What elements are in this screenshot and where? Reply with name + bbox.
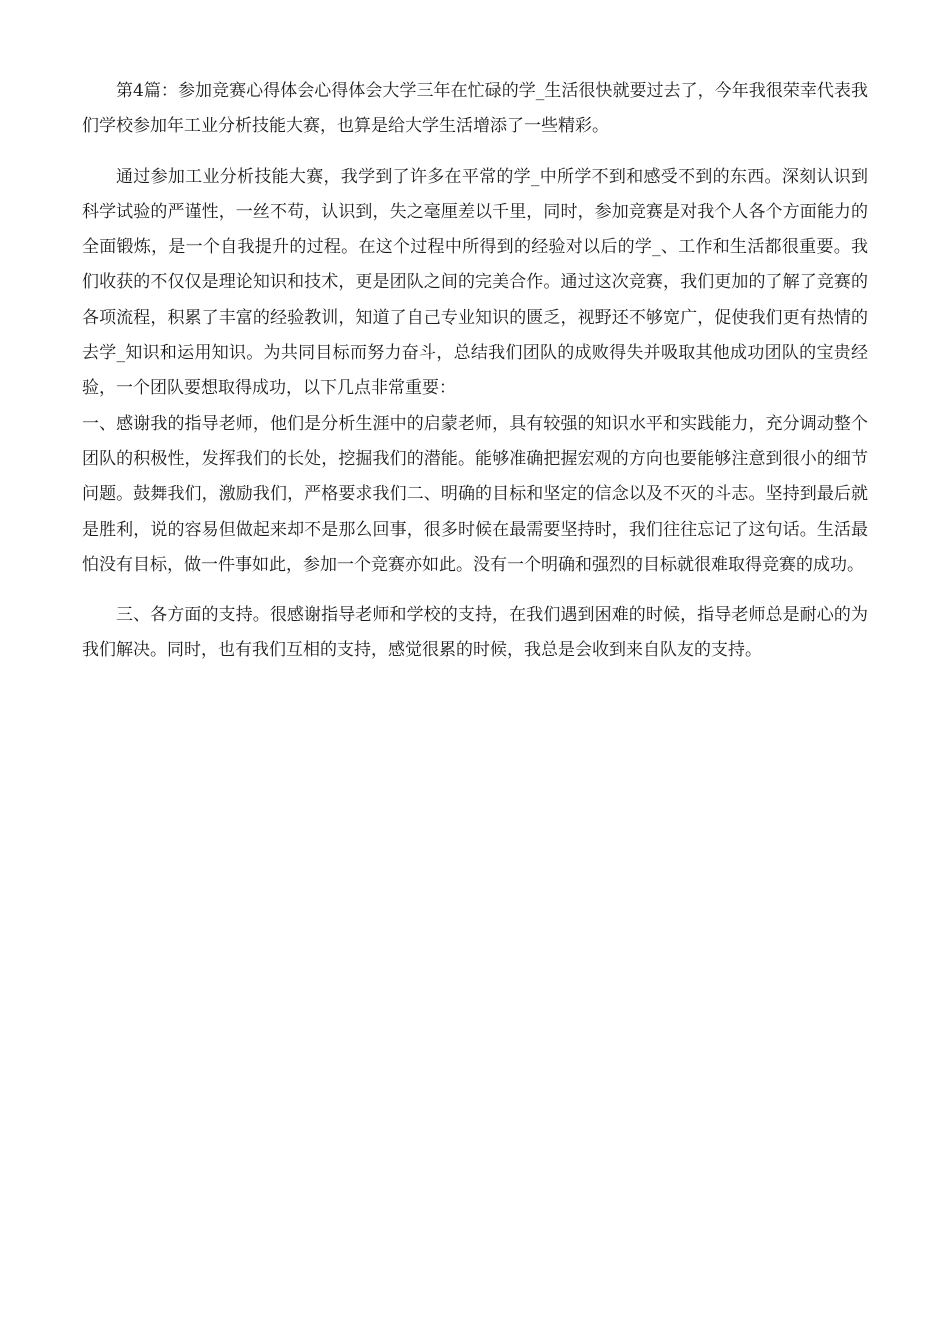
- document-body: [82, 74, 868, 669]
- paragraph-experience: 通过参加工业分析技能大赛，我学到了许多在平常的学_中所学不到和感受不到的东西。深刻认识到科学试验的严谨性，一丝不苟，认识到，失之毫厘差以千里，同时，参加竞赛是对我个人各个方面能力的全面锻炼，是一个自我提升的过程。在这个过程中所得到的经验对以后的学_、工作和生活都很重要。我们收获的不仅仅是理论知识和技术，更是团队之间的完美合作。通过这次竞赛，我们更加的了解了竞赛的各项流程，积累了丰富的经验教训，知道了自己专业知识的匮乏，视野还不够宽广，促使我们更有热情的去学_知识和运用知识。为共同目标而努力奋斗，总结我们团队的成败得失并吸取其他成功团队的宝贵经验，一个团队要想取得成功，以下几点非常重要：: [82, 166, 868, 399]
- paragraph-point-three: 三、各方面的支持。很感谢指导老师和学校的支持，在我们遇到困难的时候，指导老师总是耐心的为我们解决。同时，也有我们互相的支持，感觉很累的时候，我总是会收到来自队友的支持。: [82, 605, 868, 661]
- paragraph-point-one-two: 一、感谢我的指导老师，他们是分析生涯中的启蒙老师，具有较强的知识水平和实践能力，充分调动整个团队的积极性，发挥我们的长处，挖掘我们的潜能。能够准确把握宏观的方向也要能够注意到很小的细节问题。鼓舞我们，激励我们，严格要求我们二、明确的目标和坚定的信念以及不灭的斗志。坚持到最后就是胜利，说的容易但做起来却不是那么回事，很多时候在最需要坚持时，我们往往忘记了这句话。生活最怕没有目标，做一件事如此，参加一个竞赛亦如此。没有一个明确和强烈的目标就很难取得竞赛的成功。: [82, 413, 868, 575]
- paragraph-intro: 第4篇：参加竞赛心得体会心得体会大学三年在忙碌的学_生活很快就要过去了，今年我很荣幸代表我们学校参加年工业分析技能大赛，也算是给大学生活增添了一些精彩。: [82, 81, 868, 137]
